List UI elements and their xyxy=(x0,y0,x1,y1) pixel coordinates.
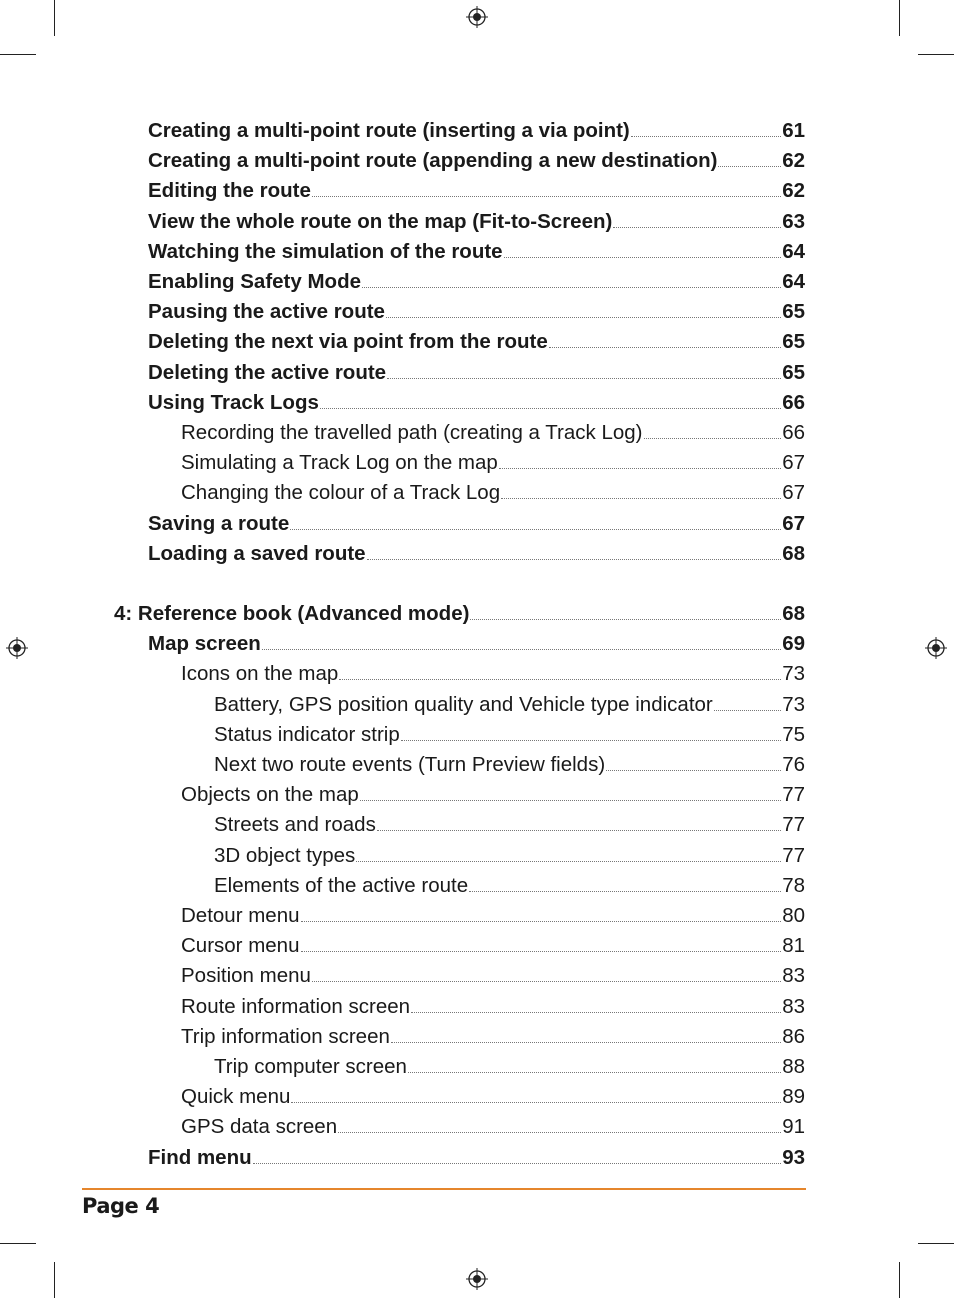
dot-leader xyxy=(253,1163,782,1164)
dot-leader xyxy=(408,1072,781,1073)
toc-entry-page: 67 xyxy=(782,481,805,504)
dot-leader xyxy=(499,468,781,469)
dot-leader xyxy=(339,679,781,680)
toc-entry[interactable] xyxy=(214,719,805,747)
toc-entry-title: Recording the travelled path (creating a Track Log) xyxy=(181,421,643,444)
toc-entry-title: Enabling Safety Mode xyxy=(148,270,361,293)
toc-entry-page: 76 xyxy=(782,753,805,776)
toc-entry[interactable] xyxy=(148,326,805,354)
dot-leader xyxy=(470,619,781,620)
toc-entry-page: 78 xyxy=(782,874,805,897)
dot-leader xyxy=(718,166,781,167)
toc-entry[interactable] xyxy=(181,960,805,988)
toc-entry-page: 64 xyxy=(782,270,805,293)
crop-mark xyxy=(0,54,36,55)
toc-entry-page: 66 xyxy=(782,421,805,444)
toc-entry[interactable] xyxy=(148,628,805,656)
toc-entry-page: 77 xyxy=(782,844,805,867)
dot-leader xyxy=(401,740,781,741)
toc-entry[interactable] xyxy=(181,900,805,928)
toc-entry-title: Status indicator strip xyxy=(214,723,400,746)
dot-leader xyxy=(377,830,781,831)
toc-entry-page: 62 xyxy=(782,149,805,172)
crop-mark xyxy=(899,0,900,36)
toc-entry-page: 88 xyxy=(782,1055,805,1078)
crop-mark xyxy=(918,1243,954,1244)
toc-entry-title: Icons on the map xyxy=(181,662,339,685)
toc-entry-page: 63 xyxy=(782,210,805,233)
dot-leader xyxy=(613,227,781,228)
dot-leader xyxy=(360,800,781,801)
toc-entry[interactable] xyxy=(148,206,805,234)
toc-entry-page: 67 xyxy=(782,512,805,535)
toc-entry[interactable] xyxy=(181,1111,805,1139)
toc-entry-title: View the whole route on the map (Fit-to-Screen) xyxy=(148,210,613,233)
crop-mark xyxy=(899,1262,900,1298)
dot-leader xyxy=(290,529,781,530)
toc-entry-title: Deleting the next via point from the route xyxy=(148,330,548,353)
toc-entry-page: 68 xyxy=(782,602,805,625)
toc-entry-title: Creating a multi-point route (inserting a via point) xyxy=(148,119,630,142)
toc-entry-title: Objects on the map xyxy=(181,783,359,806)
dot-leader xyxy=(606,770,781,771)
toc-entry-title: Quick menu xyxy=(181,1085,291,1108)
toc-entry-title: Watching the simulation of the route xyxy=(148,240,503,263)
toc-entry-page: 66 xyxy=(782,391,805,414)
toc-entry-page: 77 xyxy=(782,813,805,836)
toc-entry[interactable] xyxy=(181,477,805,505)
toc-entry-page: 86 xyxy=(782,1025,805,1048)
toc-entry-title: Deleting the active route xyxy=(148,361,387,384)
toc-entry[interactable] xyxy=(148,508,805,536)
toc-entry-title: Loading a saved route xyxy=(148,542,366,565)
toc-entry-page: 61 xyxy=(782,119,805,142)
toc-entry-title: Simulating a Track Log on the map xyxy=(181,451,498,474)
crop-mark xyxy=(0,1243,36,1244)
registration-mark-icon xyxy=(466,1268,488,1290)
toc-entry-page: 81 xyxy=(782,934,805,957)
toc-entry[interactable] xyxy=(148,357,805,385)
toc-entry[interactable] xyxy=(181,1081,805,1109)
toc-entry[interactable] xyxy=(114,598,805,626)
toc-entry-title: Next two route events (Turn Preview fields) xyxy=(214,753,606,776)
crop-mark xyxy=(54,0,55,36)
toc-entry-title: Elements of the active route xyxy=(214,874,469,897)
crop-mark xyxy=(54,1262,55,1298)
toc-entry[interactable] xyxy=(148,236,805,264)
toc-entry-page: 73 xyxy=(782,693,805,716)
dot-leader xyxy=(362,287,781,288)
toc-entry-title: Editing the route xyxy=(148,179,311,202)
dot-leader xyxy=(338,1132,781,1133)
toc-entry[interactable] xyxy=(148,266,805,294)
dot-leader xyxy=(469,891,781,892)
dot-leader xyxy=(320,408,781,409)
toc-entry[interactable] xyxy=(181,930,805,958)
toc-entry-page: 83 xyxy=(782,964,805,987)
toc-entry[interactable] xyxy=(181,658,805,686)
toc-entry-title: Pausing the active route xyxy=(148,300,385,323)
toc-entry-title: Map screen xyxy=(148,632,261,655)
toc-entry[interactable] xyxy=(214,1051,805,1079)
toc-entry-title: Changing the colour of a Track Log xyxy=(181,481,501,504)
dot-leader xyxy=(391,1042,781,1043)
toc-entry-title: Trip computer screen xyxy=(214,1055,407,1078)
toc-entry[interactable] xyxy=(214,809,805,837)
toc-entry-page: 62 xyxy=(782,179,805,202)
registration-mark-icon xyxy=(466,6,488,28)
dot-leader xyxy=(631,136,781,137)
dot-leader xyxy=(714,710,781,711)
dot-leader xyxy=(291,1102,781,1103)
toc-entry-page: 83 xyxy=(782,995,805,1018)
toc-entry-page: 64 xyxy=(782,240,805,263)
toc-entry[interactable] xyxy=(181,1021,805,1049)
registration-mark-icon xyxy=(6,637,28,659)
toc-entry[interactable] xyxy=(181,991,805,1019)
dot-leader xyxy=(386,317,781,318)
toc-entry[interactable] xyxy=(214,840,805,868)
toc-entry[interactable] xyxy=(148,296,805,324)
toc-entry-title: Using Track Logs xyxy=(148,391,319,414)
toc-entry-page: 77 xyxy=(782,783,805,806)
dot-leader xyxy=(312,196,781,197)
registration-mark-icon xyxy=(925,637,947,659)
dot-leader xyxy=(411,1012,781,1013)
toc-entry-page: 75 xyxy=(782,723,805,746)
toc-entry[interactable] xyxy=(148,115,805,143)
toc-entry-title: 4: Reference book (Advanced mode) xyxy=(114,602,470,625)
toc-entry-page: 91 xyxy=(782,1115,805,1138)
toc-entry[interactable] xyxy=(214,689,805,717)
toc-entry-title: 3D object types xyxy=(214,844,356,867)
toc-entry[interactable] xyxy=(148,538,805,566)
toc-entry[interactable] xyxy=(181,447,805,475)
toc-entry-page: 67 xyxy=(782,451,805,474)
toc-entry-page: 65 xyxy=(782,300,805,323)
dot-leader xyxy=(504,257,782,258)
toc-entry[interactable] xyxy=(148,387,805,415)
crop-mark xyxy=(918,54,954,55)
toc-entry-title: Find menu xyxy=(148,1146,252,1169)
toc-entry-title: Trip information screen xyxy=(181,1025,390,1048)
dot-leader xyxy=(301,921,782,922)
toc-entry-page: 89 xyxy=(782,1085,805,1108)
footer-rule xyxy=(82,1188,806,1190)
dot-leader xyxy=(262,649,781,650)
toc-entry[interactable] xyxy=(214,870,805,898)
dot-leader xyxy=(387,378,781,379)
toc-entry-title: GPS data screen xyxy=(181,1115,338,1138)
toc-entry[interactable] xyxy=(181,417,805,445)
dot-leader xyxy=(367,559,782,560)
toc-entry-title: Route information screen xyxy=(181,995,411,1018)
toc-entry-title: Cursor menu xyxy=(181,934,300,957)
toc-entry[interactable] xyxy=(148,145,805,173)
toc-entry-title: Saving a route xyxy=(148,512,290,535)
toc-entry[interactable] xyxy=(214,749,805,777)
dot-leader xyxy=(312,981,781,982)
toc-entry-page: 65 xyxy=(782,361,805,384)
toc-entry-page: 68 xyxy=(782,542,805,565)
toc-entry-page: 93 xyxy=(782,1146,805,1169)
toc-entry-title: Creating a multi-point route (appending a new destination) xyxy=(148,149,718,172)
toc-entry[interactable] xyxy=(181,779,805,807)
toc-entry[interactable] xyxy=(148,175,805,203)
toc-entry[interactable] xyxy=(148,1142,805,1170)
toc-entry-title: Streets and roads xyxy=(214,813,376,836)
dot-leader xyxy=(356,861,781,862)
dot-leader xyxy=(301,951,782,952)
toc-entry-page: 73 xyxy=(782,662,805,685)
toc-entry-title: Detour menu xyxy=(181,904,300,927)
dot-leader xyxy=(549,347,781,348)
page-number: Page 4 xyxy=(82,1194,160,1218)
toc-entry-page: 65 xyxy=(782,330,805,353)
toc-entry-title: Position menu xyxy=(181,964,311,987)
toc-entry-page: 80 xyxy=(782,904,805,927)
toc-entry-title: Battery, GPS position quality and Vehicle type indicator xyxy=(214,693,713,716)
dot-leader xyxy=(644,438,782,439)
dot-leader xyxy=(501,498,781,499)
toc-entry-page: 69 xyxy=(782,632,805,655)
